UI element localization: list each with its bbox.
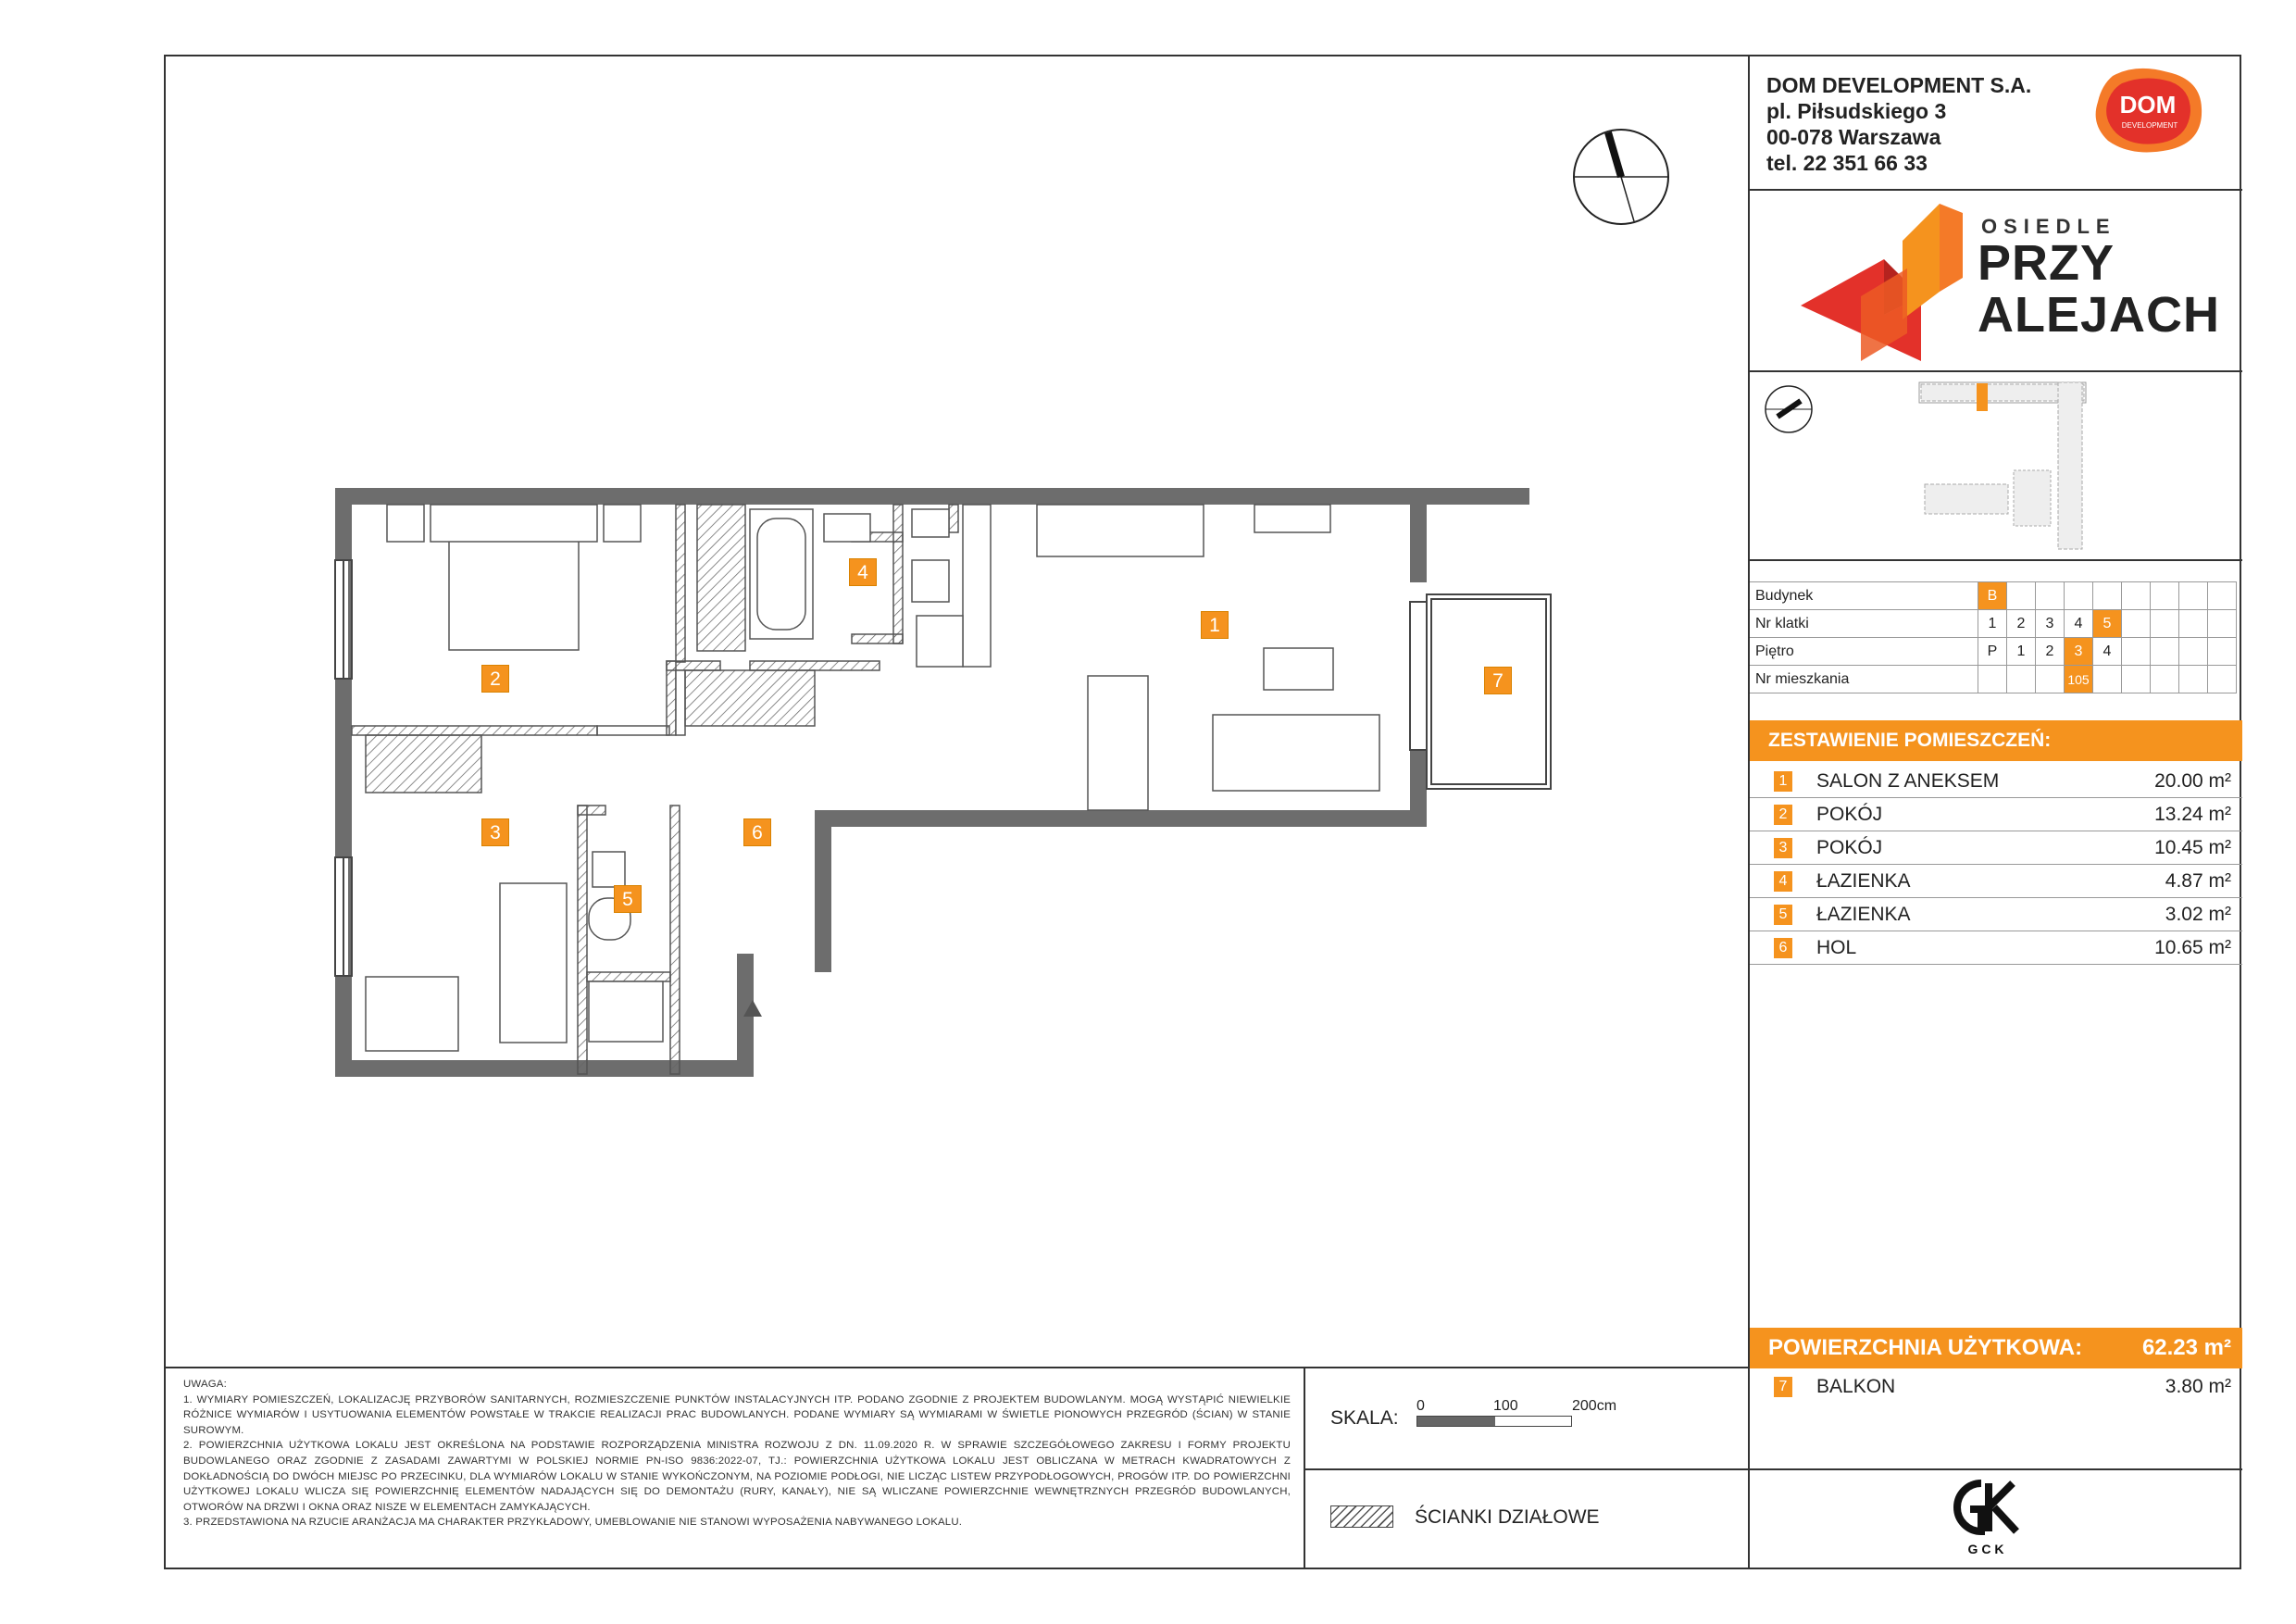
north-compass-icon <box>1571 127 1671 227</box>
info-label: Nr mieszkania <box>1750 666 1978 693</box>
plan-label-1: 1 <box>1201 611 1229 639</box>
room-row <box>1750 798 2242 831</box>
room-row <box>1750 765 2242 798</box>
logo-osiedle-text: OSIEDLE <box>1981 215 2116 238</box>
scale-label: SKALA: <box>1330 1407 1399 1429</box>
room-name: ŁAZIENKA <box>1816 870 1911 892</box>
keyplan-building-map <box>1912 378 2097 554</box>
note-item: 2. POWIERZCHNIA UŻYTKOWA LOKALU JEST OKREŚLONA NA PODSTAWIE ROZPORZĄDZENIA MINISTRA ROZWOJU Z DN. 11.09.2020 R. W SPRAWIE SZCZEGÓŁOWEGO ZAKRESU I FORMY PROJEKTU BUDOWLANEGO ORAZ ZGODNIE Z ZASADAMI ZAWARTYMI W POLSKIEJ NORMIE PN-ISO 9836:2022-07, TJ.: POWIERZCHNIA UŻYTKOWA LOKALU JEST OBLICZANA W METRACH KWADRATOWYCH Z DOKŁADNOŚCIĄ DO DWÓCH MIEJSC PO PRZECINKU, DLA WYMIARÓW LOKALU W STANIE WYKOŃCZONYM, NA POZIOMIE PODŁOGI, NIE LICZĄC LISTEW PRZYPODŁOGOWYCH, PROGÓW ITP. DO POWIERZCHNI UŻYTKOWEJ LOKALU WLICZA SIĘ POWIERZCHNIĘ ELEMENTÓW NADAJĄCYCH SIĘ DO DEMONTAŻU (RURY, KANAŁY), NIE SĄ WLICZANE POWIERZCHNIE WEWNĘTRZNYCH PRZEGRÓD BUDOWLANYCH, OTWORÓW NA DRZWI I OKNA ORAZ NISZE W ELEMENTACH ZAMYKAJĄCYCH. <box>183 1440 1291 1513</box>
plan-label-7: 7 <box>1484 667 1512 694</box>
room-area: 4.87 m² <box>2165 870 2231 892</box>
room-number: 3 <box>1774 838 1792 858</box>
logo-main-text <box>1978 237 2220 341</box>
total-area-label: POWIERZCHNIA UŻYTKOWA: <box>1768 1335 2083 1360</box>
room-area: 20.00 m² <box>2154 770 2231 792</box>
partition-hatch-swatch <box>1330 1505 1393 1528</box>
company-name: DOM DEVELOPMENT S.A. <box>1766 73 2032 97</box>
scale-tick: 200cm <box>1572 1398 1617 1414</box>
room-area: 10.45 m² <box>2154 837 2231 858</box>
scale-bar <box>1416 1416 1572 1427</box>
info-row-building <box>1750 582 2237 610</box>
plan-label-5: 5 <box>614 885 642 913</box>
plan-label-6: 6 <box>743 818 771 846</box>
info-cell: 1 <box>1978 610 2007 638</box>
room-name: HOL <box>1816 937 1857 958</box>
keyplan-divider <box>1748 559 2242 561</box>
company-phone: tel. 22 351 66 33 <box>1766 151 1928 175</box>
room-name: BALKON <box>1816 1376 1896 1397</box>
scale-tick: 100 <box>1493 1398 1518 1414</box>
dom-logo-text: DOM <box>2119 91 2177 119</box>
info-label: Nr klatki <box>1750 610 1978 638</box>
room-row <box>1750 865 2242 898</box>
balcony-divider <box>1748 1468 2242 1470</box>
notes-divider <box>164 1367 1749 1368</box>
floor-plan <box>315 472 1592 1102</box>
scale-tick: 0 <box>1416 1398 1425 1414</box>
plan-label-3: 3 <box>481 818 509 846</box>
room-area: 13.24 m² <box>2154 804 2231 825</box>
room-number: 2 <box>1774 805 1792 825</box>
dom-logo-subtext: DEVELOPMENT <box>2121 121 2178 130</box>
info-cell: 3 <box>2036 610 2065 638</box>
notes-block <box>183 1377 1291 1530</box>
balcony-row <box>1750 1370 2242 1404</box>
info-row-apartment <box>1750 666 2237 693</box>
room-area: 10.65 m² <box>2154 937 2231 958</box>
room-area: 3.80 m² <box>2165 1376 2231 1397</box>
logo-przy: PRZY <box>1978 235 2115 291</box>
info-cell: 1 <box>2007 638 2036 666</box>
company-address <box>1766 72 2031 176</box>
company-city: 00-078 Warszawa <box>1766 125 1941 149</box>
info-row-floor <box>1750 638 2237 666</box>
info-cell: P <box>1978 638 2007 666</box>
room-area: 3.02 m² <box>2165 904 2231 925</box>
partition-legend-label: ŚCIANKI DZIAŁOWE <box>1415 1506 1600 1528</box>
info-cell: 5 <box>2093 610 2122 638</box>
room-number: 4 <box>1774 871 1792 892</box>
room-number: 6 <box>1774 938 1792 958</box>
room-number: 1 <box>1774 771 1792 792</box>
dom-development-logo <box>2094 67 2205 155</box>
info-cell: 2 <box>2007 610 2036 638</box>
note-item: 3. PRZEDSTAWIONA NA RZUCIE ARANŻACJA MA CHARAKTER PRZYKŁADOWY, UMEBLOWANIE NIE STANOWI WYPOSAŻENIA NABYWANEGO LOKALU. <box>183 1517 963 1529</box>
info-cell: B <box>1978 582 2007 610</box>
info-cell: 105 <box>2065 666 2093 693</box>
info-cell: 2 <box>2036 638 2065 666</box>
gck-logo <box>1944 1474 2028 1557</box>
info-row-stairwell <box>1750 610 2237 638</box>
notes-title: UWAGA: <box>183 1379 227 1390</box>
room-name: POKÓJ <box>1816 804 1883 825</box>
info-cell: 4 <box>2065 610 2093 638</box>
info-label: Budynek <box>1750 582 1978 610</box>
rooms-heading: ZESTAWIENIE POMIESZCZEŃ: <box>1750 720 2242 761</box>
room-number: 7 <box>1774 1377 1792 1397</box>
room-name: SALON Z ANEKSEM <box>1816 770 2000 792</box>
keyplan-compass-icon <box>1764 384 1814 434</box>
total-area-value: 62.23 m² <box>2141 1335 2231 1360</box>
room-row <box>1750 898 2242 931</box>
company-divider <box>1748 189 2242 191</box>
room-name: ŁAZIENKA <box>1816 904 1911 925</box>
note-item: 1. WYMIARY POMIESZCZEŃ, LOKALIZACJĘ PRZYBORÓW SANITARNYCH, ROZMIESZCZENIE PUNKTÓW INSTALACYJNYCH ITP. PODANO ZGODNIE Z PROJEKTEM BUDOWLANYM. MOGĄ WYSTĄPIĆ NIEWIELKIE RÓŻNICE WYMIARÓW I USYTUOWANIA ELEMENTÓW POWSTAŁE W TRAKCIE REALIZACJI PRAC BUDOWLANYCH. PODANE WYMIARY SĄ WYMIARAMI W ŚWIETLE PIONOWYCH PRZEGRÓD (ŚCIAN) W STANIE SUROWYM. <box>183 1393 1291 1436</box>
room-number: 5 <box>1774 905 1792 925</box>
room-name: POKÓJ <box>1816 837 1883 858</box>
info-label: Piętro <box>1750 638 1978 666</box>
plan-label-2: 2 <box>481 665 509 693</box>
room-row <box>1750 831 2242 865</box>
scale-legend-divider <box>1304 1468 1750 1470</box>
apartment-info-table <box>1750 581 2237 693</box>
info-cell: 3 <box>2065 638 2093 666</box>
plan-label-4: 4 <box>849 558 877 586</box>
company-street: pl. Piłsudskiego 3 <box>1766 99 1947 123</box>
logo-divider <box>1748 370 2242 372</box>
room-row <box>1750 931 2242 965</box>
gck-letters: G C K <box>1967 1542 2004 1556</box>
total-area-bar <box>1750 1328 2242 1368</box>
furniture <box>366 505 1379 1051</box>
logo-alejach: ALEJACH <box>1978 287 2221 343</box>
info-cell: 4 <box>2093 638 2122 666</box>
